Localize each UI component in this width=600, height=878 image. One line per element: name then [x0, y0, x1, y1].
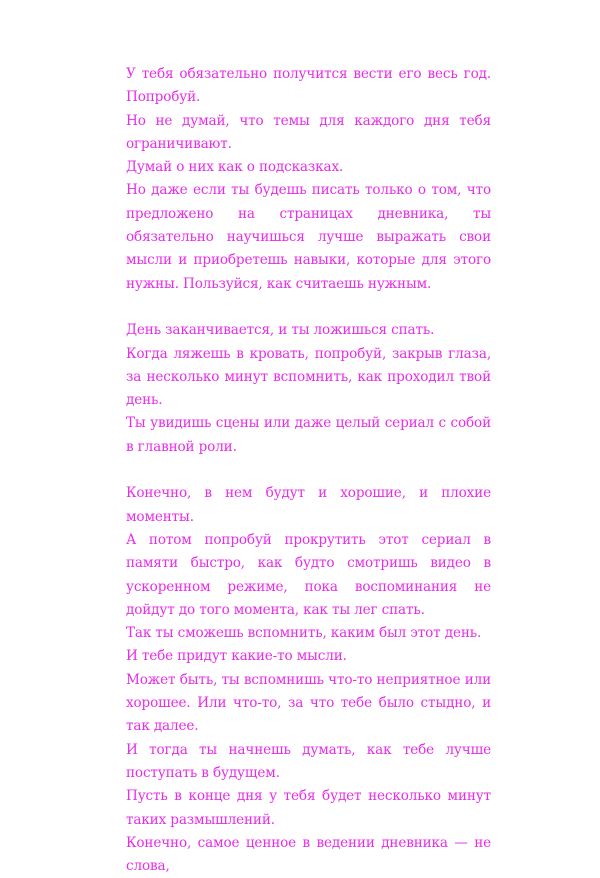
- paragraph: Конечно, в нем будут и хорошие, и плохие моменты.: [126, 485, 491, 525]
- paragraph: А потом попробуй прокрутить этот сериал в памяти быстро, как будто смотришь видео в ускоренном режиме, пока воспоминания не дойдут до того момента, как ты лег спать.: [126, 531, 491, 618]
- paragraph: Конечно, самое ценное в ведении дневника — не слова,: [126, 834, 491, 875]
- paragraph: И тебе придут какие-то мысли.: [126, 648, 347, 665]
- paragraph: Но даже если ты будешь писать только о том, что предложено на страницах дневника, ты обязательно научишься лучше выражать свои мысли и приобретешь навыки, которые для этого нужны. Пользуйся, как считаешь нужным.: [126, 182, 491, 292]
- paragraph-spacer: [126, 459, 491, 482]
- paragraph-group-2: [126, 319, 491, 459]
- paragraph: И тогда ты начнешь думать, как тебе лучше поступать в будущем.: [126, 741, 491, 781]
- paragraph: День заканчивается, и ты ложишься спать.: [126, 322, 435, 339]
- paragraph-group-3: [126, 482, 491, 878]
- paragraph: Думай о них как о подсказках.: [126, 159, 344, 176]
- paragraph-group-1: [126, 63, 491, 296]
- paragraph: У тебя обязательно получится вести его весь год. Попробуй.: [126, 66, 491, 106]
- paragraph: Но не думай, что темы для каждого дня тебя ограничивают.: [126, 112, 491, 152]
- paragraph: Пусть в конце дня у тебя будет несколько минут таких размышлений.: [126, 788, 491, 828]
- paragraph: Так ты сможешь вспомнить, каким был этот день.: [126, 625, 482, 642]
- paragraph-spacer: [126, 296, 491, 319]
- paragraph: Ты увидишь сцены или даже целый сериал с собой в главной роли.: [126, 415, 491, 455]
- paragraph: Может быть, ты вспомнишь что-то неприятное или хорошее. Или что-то, за что тебе было стыдно, и так далее.: [126, 671, 491, 735]
- paragraph: Когда ляжешь в кровать, попробуй, закрыв глаза, за несколько минут вспомнить, как проходил твой день.: [126, 345, 491, 409]
- body-text: [126, 63, 491, 878]
